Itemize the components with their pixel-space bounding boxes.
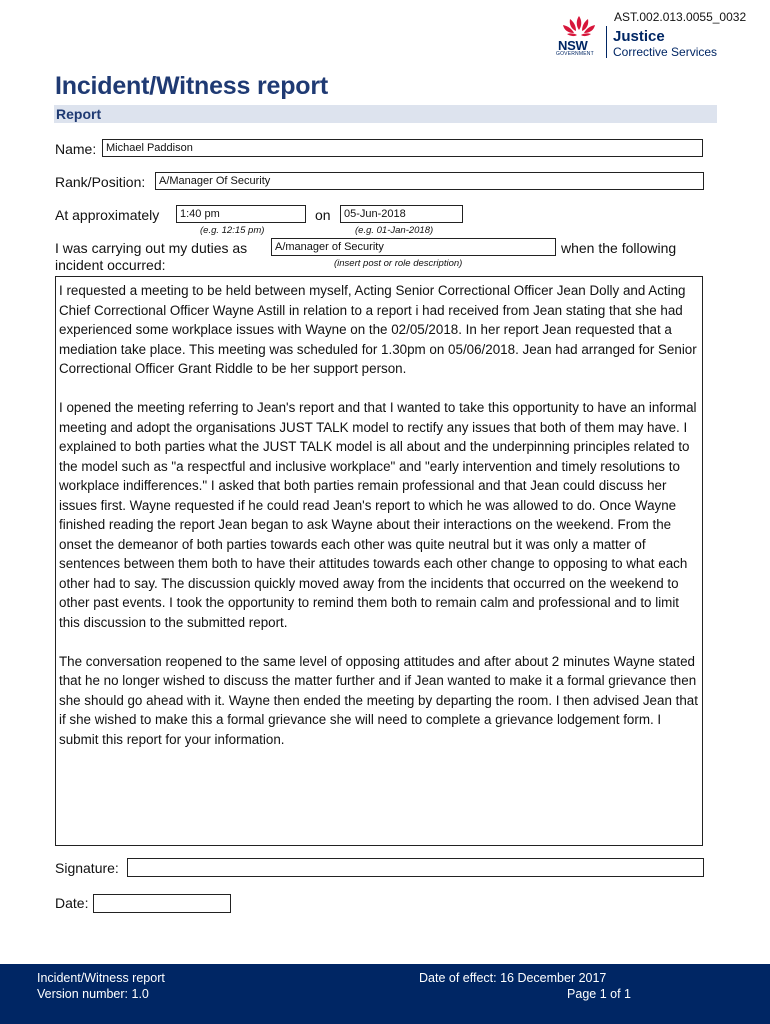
- date-hint: (e.g. 01-Jan-2018): [355, 225, 434, 236]
- narrative-paragraph: I requested a meeting to be held between myself, Acting Senior Correctional Officer Jean Dolly and Acting Chief Correctional Officer Wayne Astill in relation to a report i had received from Jean stating that she had experienced some workplace issues with Wayne on the 02/05/2018. In her report Jean requested that a mediation take place. This meeting was scheduled for 1.30pm on 05/06/2018. Jean had arranged for Senior Correctional Officer Grant Riddle to be her support person.: [59, 283, 697, 376]
- on-label: on: [315, 207, 331, 223]
- signature-field[interactable]: [127, 858, 704, 877]
- brand-division: Corrective Services: [613, 45, 718, 59]
- time-hint: (e.g. 12:15 pm): [200, 225, 265, 236]
- footer-page-number: Page 1 of 1: [567, 987, 631, 1001]
- document-id: AST.002.013.0055_0032: [614, 10, 747, 24]
- page-title: Incident/Witness report: [55, 72, 328, 100]
- logo-nsw-text: NSW: [558, 38, 588, 53]
- section-header-bar: [54, 105, 717, 123]
- date-signed-label: Date:: [55, 895, 89, 911]
- duties-suffix-label: when the following: [561, 240, 677, 256]
- logo-divider: [606, 26, 607, 58]
- duties-label: I was carrying out my duties as: [55, 240, 248, 256]
- name-label: Name:: [55, 141, 97, 157]
- time-label: At approximately: [55, 207, 160, 223]
- section-label: Report: [56, 106, 102, 122]
- duties-hint: (insert post or role description): [334, 258, 463, 269]
- rank-position-label: Rank/Position:: [55, 174, 146, 190]
- incident-description-field[interactable]: [55, 276, 703, 846]
- duties-field[interactable]: A/manager of Security: [271, 238, 556, 256]
- incident-label: incident occurred:: [55, 257, 166, 273]
- rank-position-field[interactable]: A/Manager Of Security: [155, 172, 704, 190]
- footer-version: Version number: 1.0: [37, 987, 149, 1001]
- footer-document-name: Incident/Witness report: [37, 971, 165, 985]
- name-field[interactable]: Michael Paddison: [102, 139, 703, 157]
- logo-government-text: GOVERNMENT: [556, 51, 594, 57]
- narrative-paragraph: The conversation reopened to the same level of opposing attitudes and after about 2 minutes Wayne stated that he no longer wished to discuss the matter further and if Jean wanted to make it a formal grievance then she should go ahead with it. Wayne then ended the meeting by departing the room. I then advised Jean that if she wished to make this a formal grievance she will need to complete a grievance lodgement form. I submit this report for your information.: [59, 653, 698, 747]
- narrative-paragraph: I opened the meeting referring to Jean's report and that I wanted to take this opportunity to have an informal meeting and adopt the organisations JUST TALK model to rectify any issues that both of them may have. I explained to both parties what the JUST TALK model is all about and the underpinning principles related to the model such as "a respectful and inclusive workplace" and "early intervention and timely resolutions to workplace indifferences." I asked that both parties remain professional and that Jean could discuss her issues first. Wayne requested if he could read Jean's report to which he was allowed to do. Once Wayne finished reading the report Jean began to ask Wayne about their interactions on the weekend. From the onset the demeanor of both parties towards each other was quite neutral but it was only a matter of sentences between them both to have their attitudes towards each other change to opposing to what each other had to say. The discussion quickly moved away from the incidents that occurred on the weekend to other past events. I took the opportunity to remind them both to remain calm and professional and to limit this discussion to the submitted report.: [59, 400, 697, 630]
- incident-date-field[interactable]: 05-Jun-2018: [340, 205, 463, 223]
- time-field[interactable]: 1:40 pm: [176, 205, 306, 223]
- footer-effective-date: Date of effect: 16 December 2017: [419, 971, 607, 985]
- date-signed-field[interactable]: [93, 894, 231, 913]
- brand-name: Justice: [613, 28, 665, 45]
- signature-label: Signature:: [55, 860, 119, 876]
